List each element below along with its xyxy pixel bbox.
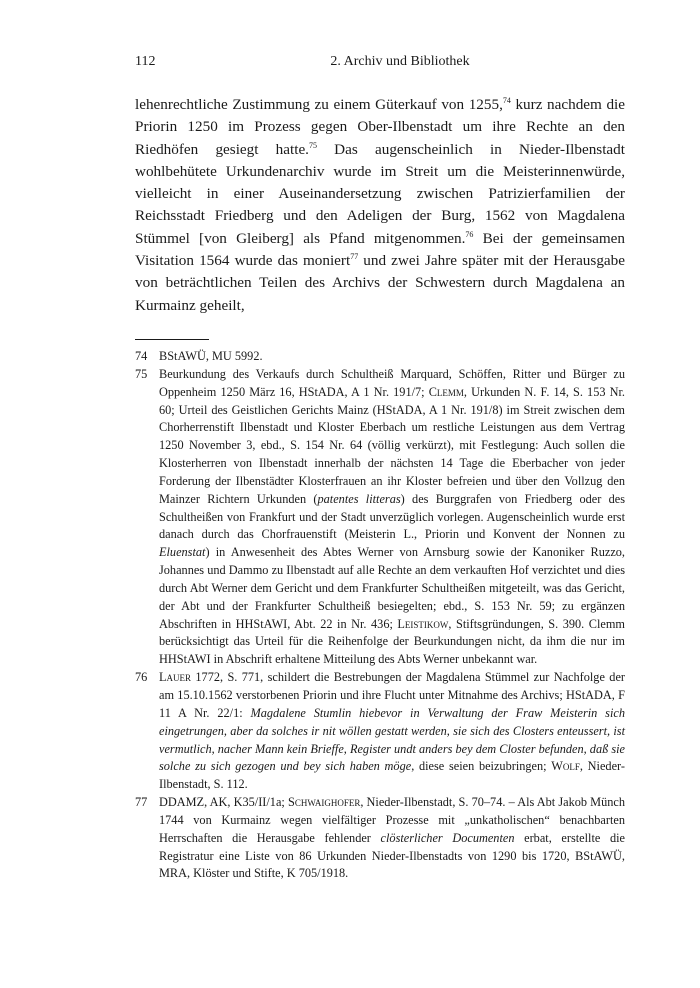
footnote-text <box>159 366 625 669</box>
place-name: Eluenstat <box>159 545 206 560</box>
footnote-text-segment: , Nieder-Ilbenstadt, S. 112. <box>159 759 625 792</box>
body-text-segment: lehenrechtliche Zustimmung zu einem Güterkauf von 1255, <box>135 96 503 113</box>
footnote-text-segment: 1772, S. 771, schildert die Bestrebungen der Magdalena Stümmel zur Nachfolge der am 15.10.1562 verstorbenen Priorin und ihre Flucht unter Mitnahme des Archivs; HStADA, F 11 A Nr. 22/1: <box>159 670 625 720</box>
footnote-text-segment: erbat, erstellte die Registratur eine Liste von 86 Urkunden Nieder-Ilbenstadts von 1290 bis 1720, BStAWÜ, MRA, Klöster und Stifte, K 705/1918. <box>159 830 625 881</box>
latin-term: patentes litteras <box>317 491 401 506</box>
footnote-77 <box>135 794 625 883</box>
footnote-separator <box>135 339 209 340</box>
footnote-text-segment: Beurkundung des Verkaufs durch Schultheiß Marquard, Schöffen, Ritter und Bürger zu Oppenheim 1250 März 16, HStADA, A 1 Nr. 191/7; <box>159 366 625 399</box>
source-quotation: clösterlicher Documenten <box>380 830 515 845</box>
body-text-segment: und zwei Jahre später mit der Herausgabe von beträchtlichen Teilen des Archivs der Schwestern durch Magdalena an Kurmainz geheilt, <box>135 252 625 314</box>
footnote-75 <box>135 366 625 669</box>
footnote-text <box>159 669 625 794</box>
footnote-text-segment: , Stiftsgründungen, S. 390. Clemm berücksichtigt das Urteil für die Reihenfolge der Beurkundungen nicht, da ihm die nur im HHStAWI in Abschrift erhaltene Mitteilung des Abts Werner unbekannt war. <box>159 616 625 667</box>
body-text <box>135 94 625 317</box>
footnote-text-segment: ) des Burggrafen von Friedberg oder des Schultheißen von Frankfurt und der Stadt unverzüglich vorlegen. Augenscheinlich wurde erst danach durch das Chorfrauenstift (Meisterin L., Priorin und Konvent der Nonnen zu <box>159 491 625 542</box>
footnote-text-segment: BStAWÜ, MU 5992. <box>159 348 263 363</box>
footnote-74 <box>135 348 625 366</box>
body-text-segment: Das augenscheinlich in Nieder-Ilbenstadt wohlbehütete Urkundenarchiv wurde im Streit um die Meisterinnenwürde, vielleicht in einer Auseinandersetzung zwischen Patrizierfamilien der Reichsstadt Friedberg und den Adeligen der Burg, 1562 von Magdalena Stümmel [von Gleiberg] als Pfand mitgenommen. <box>135 140 625 247</box>
footnote-text-segment: , diese seien beizubringen; <box>411 759 552 774</box>
page-number: 112 <box>135 54 156 69</box>
footnote-ref-77[interactable]: 77 <box>350 252 359 262</box>
footnote-ref-75[interactable]: 75 <box>308 140 317 150</box>
footnote-ref-76[interactable]: 76 <box>465 229 474 239</box>
footnote-number: 75 <box>135 366 148 381</box>
author-name: Lauer <box>159 670 192 685</box>
footnote-number: 77 <box>135 795 148 810</box>
footnote-text <box>159 348 625 366</box>
footnote-text-segment: , Urkunden N. F. 14, S. 153 Nr. 60; Urteil des Geistlichen Gerichts Mainz (HStADA, A 1 Nr. 191/8) im Streit zwischen dem Chorherrenstift Ilbenstadt und Kloster Eberbach um restliche Leistungen aus dem Vertrag 1250 November 3, ebd., S. 154 Nr. 64 (völlig verkürzt), mit Festlegung: Auch sollen die Klosterherren von Ilbenstadt innerhalb der nächsten 14 Tage die Eberbacher von jeder Forderung der Ilbenstädter Klosterfrauen an ihr Kloster befreien und über den Vollzug den Mainzer Richtern Urkunden ( <box>159 384 625 506</box>
author-name: Clemm <box>428 384 464 399</box>
footnote-number: 76 <box>135 670 148 685</box>
footnotes <box>135 348 625 883</box>
body-text-segment: Bei der gemeinsamen Visitation 1564 wurde das moniert <box>135 229 625 270</box>
body-text-segment: kurz nachdem die Priorin 1250 im Prozess gegen Ober-Ilbenstadt um ihre Rechte an den Riedhöfen gesiegt hatte. <box>135 96 625 158</box>
author-name: Wolf <box>551 759 580 774</box>
footnote-ref-74[interactable]: 74 <box>502 96 511 105</box>
running-head-title: 2. Archiv und Bibliothek <box>330 54 470 69</box>
footnote-text <box>159 794 625 883</box>
author-name: Schwaighofer <box>287 795 361 810</box>
footnote-text-segment: , Nieder-Ilbenstadt, S. 70–74. – Als Abt Jakob Münch 1744 von Kurmainz wegen vielfältiger Prozesse mit „unkatholischen“ benachbarten Herrschaften die Herausgabe fehlender <box>159 795 625 845</box>
author-name: Leistikow <box>397 616 449 631</box>
footnote-76 <box>135 669 625 794</box>
book-page <box>135 54 625 883</box>
footnote-text-segment: ) in Anwesenheit des Abtes Werner von Arnsburg sowie der Kanoniker Ruzzo, Johannes und Dammo zu Ilbenstadt auf alle Rechte an dem verkauften Hof verzichtet und dies durch Abt Werner dem Gericht und dem Frankfurter Schultheißen mitgeteilt, was das Gericht, der Abt und der Frankfurter Schultheiß besiegelten; ebd., S. 153 Nr. 59; zu ergänzen Abschriften in HHStAWI, Abt. 22 in Nr. 436; <box>159 545 625 631</box>
running-head <box>135 54 625 84</box>
source-quotation: Magdalene Stumlin hiebevor in Verwaltung der Fraw Meisterin sich eingetrungen, aber da solches ir nit wöllen gestatt werden, sie sich des Closters enteussert, ist vermutlich, nacher Mann kein Brieffe, Register undt anders bey dem Closter befunden, daß sie solche zu sich gezogen und bey sich haben möge <box>159 705 625 774</box>
body-paragraph <box>135 94 625 317</box>
footnote-number: 74 <box>135 348 148 363</box>
footnote-text-segment: DDAMZ, AK, K35/II/1a; <box>159 795 288 810</box>
